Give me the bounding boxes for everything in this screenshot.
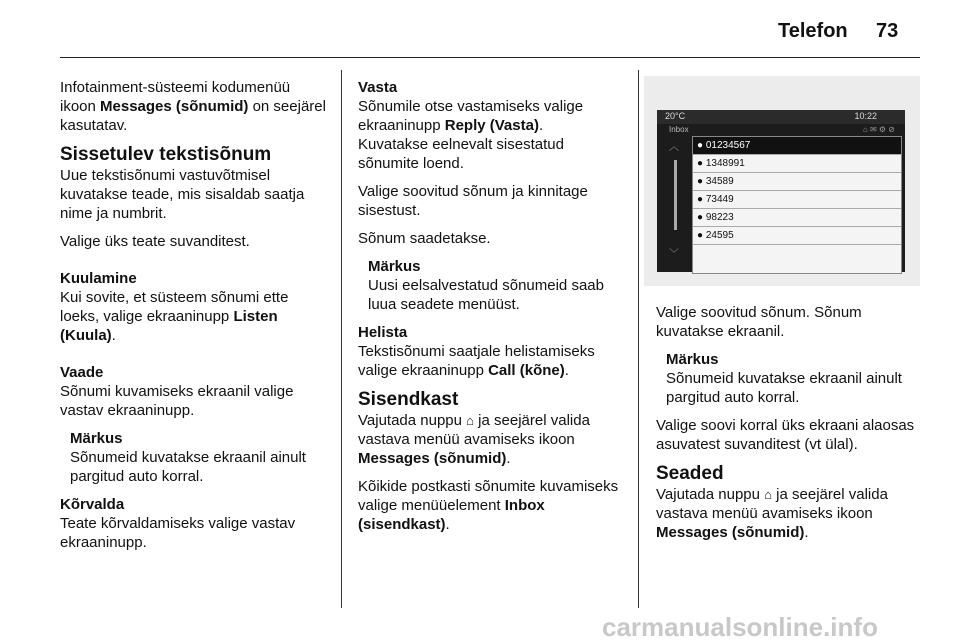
note-heading: Märkus <box>368 258 421 275</box>
choose-paragraph: Valige soovi korral üks ekraani alaosas asuvatest suvanditest (vt ülal). <box>656 417 915 453</box>
note-heading: Märkus <box>70 430 123 447</box>
settings-paragraph: Vajutada nuppu ⌂ ja seejärel valida vastava menüü avamiseks ikoon Messages (sõnumid). <box>656 486 888 541</box>
running-title: Telefon <box>778 20 848 42</box>
heading-call: Helista <box>358 324 408 341</box>
reply-choose-paragraph: Valige soovitud sõnum ja kinnitage sisestust. <box>358 183 588 219</box>
heading-settings: Seaded <box>656 463 724 484</box>
heading-reply: Vasta <box>358 79 398 96</box>
note-text: Sõnumeid kuvatakse ekraanil ainult pargitud auto korral. <box>70 449 306 485</box>
note-box <box>368 257 626 314</box>
heading-reject: Kõrvalda <box>60 496 125 513</box>
column-2 <box>358 78 626 543</box>
column-1 <box>60 78 330 561</box>
reply-list-paragraph: Kuvatakse eelnevalt sisestatud sõnumite loend. <box>358 136 564 172</box>
note-text: Uusi eelsalvestatud sõnumeid saab luua seadete menüüst. <box>368 277 604 313</box>
note-heading: Märkus <box>666 351 719 368</box>
message-row: ● 1348991 <box>693 155 901 173</box>
scrollbar <box>674 160 677 230</box>
heading-incoming: Sissetulev tekstisõnum <box>60 144 272 165</box>
note-box <box>666 350 926 407</box>
column-divider-2 <box>638 70 639 608</box>
view-paragraph: Sõnumi kuvamiseks ekraanil valige vastav ekraaninupp. <box>60 383 294 419</box>
inbox-all-paragraph: Kõikide postkasti sõnumite kuvamiseks valige menüüelement Inbox (sisendkast). <box>358 478 619 533</box>
message-row: ● 34589 <box>693 173 901 191</box>
reply-paragraph: Sõnumile otse vastamiseks valige ekraaninupp Reply (Vasta). <box>358 98 584 134</box>
listen-paragraph: Kui sovite, et süsteem sõnumi ette loeks, valige ekraaninupp Listen (Kuula). <box>60 289 289 344</box>
heading-inbox: Sisendkast <box>358 389 459 410</box>
select-paragraph: Valige soovitud sõnum. Sõnum kuvatakse ekraanil. <box>656 304 862 340</box>
column-divider-1 <box>341 70 342 608</box>
watermark: carmanualsonline.info <box>602 612 878 642</box>
page-number: 73 <box>876 20 899 42</box>
temperature-readout: 20°C <box>665 111 686 121</box>
inbox-paragraph: Vajutada nuppu ⌂ ja seejärel valida vastava menüü avamiseks ikoon Messages (sõnumid). <box>358 412 590 467</box>
call-paragraph: Tekstisõnumi saatjale helistamiseks valige ekraaninupp Call (kõne). <box>358 343 595 379</box>
header-rule <box>60 57 920 58</box>
heading-view: Vaade <box>60 364 104 381</box>
incoming-paragraph: Uue tekstisõnumi vastuvõtmisel kuvatakse teade, mis sisaldab saatja nime ja numbrit. <box>60 167 305 222</box>
inbox-label: Inbox <box>669 125 689 134</box>
reject-paragraph: Teate kõrvaldamiseks valige vastav ekraaninupp. <box>60 515 296 551</box>
home-icon: ⌂ <box>466 413 475 428</box>
reply-sent-paragraph: Sõnum saadetakse. <box>358 230 491 247</box>
home-icon: ⌂ <box>764 487 773 502</box>
heading-listen: Kuulamine <box>60 270 137 287</box>
inbox-screen-figure <box>644 76 920 286</box>
message-list <box>692 136 902 274</box>
scroll-down-icon: ﹀ <box>669 249 679 260</box>
message-row: ● 01234567 <box>693 137 901 155</box>
column-3 <box>656 303 926 551</box>
note-box <box>70 429 330 486</box>
message-row: ● 73449 <box>693 191 901 209</box>
status-icons: ⌂ ✉ ⚙ ⊘ <box>862 125 895 134</box>
scroll-up-icon: ︿ <box>669 142 679 153</box>
message-row: ● 24595 <box>693 227 901 245</box>
note-text: Sõnumeid kuvatakse ekraanil ainult pargitud auto korral. <box>666 370 902 406</box>
choose-paragraph: Valige üks teate suvanditest. <box>60 233 250 250</box>
message-row: ● 98223 <box>693 209 901 227</box>
infotainment-display <box>657 110 905 272</box>
clock-readout: 10:22 <box>854 111 877 121</box>
intro-paragraph: Infotainment-süsteemi kodumenüü ikoon Messages (sõnumid) on seejärel kasutatav. <box>60 79 326 134</box>
